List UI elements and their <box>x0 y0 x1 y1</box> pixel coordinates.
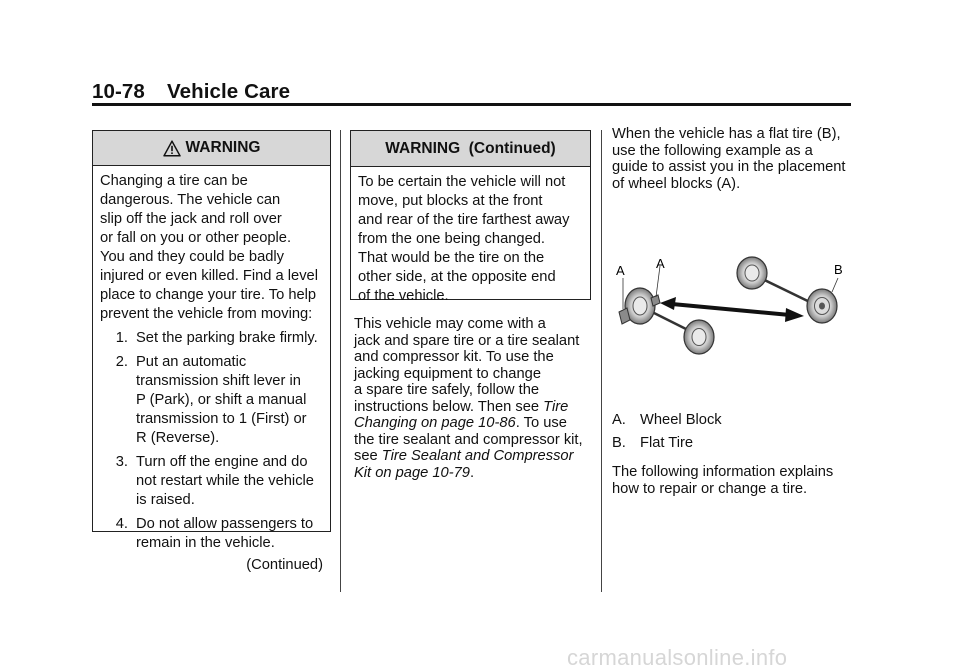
page-number: 10-78 <box>92 80 145 103</box>
text-line: how to repair or change a tire. <box>612 480 808 497</box>
text-line: a spare tire safely, follow the <box>354 382 540 398</box>
text-line: guide to assist you in the placement <box>612 159 846 175</box>
tire <box>737 257 767 289</box>
warning-line: move, put blocks at the front <box>358 193 543 209</box>
diagram-label-a: A <box>656 256 665 271</box>
text-line: When the vehicle has a flat tire (B), <box>612 126 841 142</box>
warning-line: from the one being changed. <box>358 231 545 247</box>
text-line: jack and spare tire or a tire sealant <box>354 332 580 349</box>
step-line: Do not allow passengers to <box>136 516 314 532</box>
list-item <box>100 329 330 348</box>
warning-box <box>92 130 331 573</box>
step-line: transmission to 1 (First) or <box>136 411 307 427</box>
list-item <box>100 353 330 448</box>
body-paragraph <box>354 316 594 481</box>
watermark: carmanualsonline.info <box>567 645 788 670</box>
warning-line: You and they could be badly <box>100 249 285 265</box>
list-item <box>100 453 330 510</box>
legend-item <box>612 431 722 454</box>
warning-line: dangerous. The vehicle can <box>100 192 281 208</box>
step-line: transmission shift lever in <box>136 373 301 389</box>
warning-line: other side, at the opposite end <box>358 269 556 285</box>
diagram-label-a: A <box>616 263 625 278</box>
cross-reference: Tire Sealant and Compressor <box>381 448 574 464</box>
diagram-legend <box>612 408 722 454</box>
intro-paragraph <box>612 126 857 192</box>
text-line: and compressor kit. To use the <box>354 349 554 365</box>
outro-paragraph <box>612 464 857 497</box>
text-line: The following information explains <box>612 464 834 480</box>
cross-reference: Tire <box>543 398 569 415</box>
cross-reference: Kit on page 10-79 <box>354 464 470 481</box>
step-line: R (Reverse). <box>136 430 220 446</box>
cross-reference: Changing on page 10-86 <box>354 415 516 431</box>
legend-text: Flat Tire <box>640 434 694 451</box>
step-line: Set the parking brake firmly. <box>136 330 318 346</box>
step-text <box>128 515 313 553</box>
step-number: 4. <box>115 516 128 532</box>
step-line: is raised. <box>136 492 195 508</box>
warning-body <box>351 167 590 306</box>
column-divider <box>340 130 341 592</box>
header-rule <box>92 103 851 106</box>
warning-box-continued <box>350 130 591 304</box>
warning-line: That would be the tire on the <box>358 250 545 266</box>
warning-line: prevent the vehicle from moving: <box>100 306 313 322</box>
continued-label: (Continued) <box>246 557 323 573</box>
warning-line: of the vehicle. <box>358 288 449 304</box>
step-number: 3. <box>115 454 128 470</box>
legend-key: B. <box>612 434 626 451</box>
warning-title: WARNING (Continued) <box>385 139 556 157</box>
text-line: see <box>354 448 382 464</box>
leader-line <box>832 278 838 292</box>
text-line: jacking equipment to change <box>354 365 541 382</box>
wheel-block-diagram <box>610 248 858 360</box>
page-header <box>92 80 290 104</box>
text-line: the tire sealant and compressor kit, <box>354 431 583 448</box>
step-number: 1. <box>115 330 128 346</box>
text-line: . <box>469 464 475 481</box>
column-divider <box>601 130 602 592</box>
step-line: remain in the vehicle. <box>136 535 275 551</box>
warning-steps <box>100 329 330 553</box>
step-line: Put an automatic <box>136 354 247 370</box>
legend-text: Wheel Block <box>640 411 722 428</box>
section-title: Vehicle Care <box>166 80 291 103</box>
double-arrow <box>660 297 804 322</box>
warning-line: Changing a tire can be <box>100 173 248 189</box>
warning-line: To be certain the vehicle will not <box>358 174 566 190</box>
list-item <box>100 515 330 553</box>
warning-header <box>93 131 330 166</box>
text-line: . To use <box>515 415 567 431</box>
step-line: P (Park), or shift a manual <box>136 392 307 408</box>
step-number: 2. <box>115 354 128 370</box>
text-line: of wheel blocks (A). <box>612 175 741 192</box>
step-text <box>128 353 307 448</box>
warning-line: injured or even killed. Find a level <box>100 268 318 284</box>
text-line: use the following example as a <box>612 142 813 159</box>
step-text <box>128 453 314 510</box>
legend-key: A. <box>612 411 626 428</box>
step-text <box>128 329 318 348</box>
step-line: Turn off the engine and do <box>136 454 308 470</box>
text-line: instructions below. Then see <box>354 398 544 415</box>
diagram-label-b: B <box>834 262 843 277</box>
warning-header <box>351 131 590 167</box>
warning-icon <box>163 140 181 157</box>
warning-line: slip off the jack and roll over <box>100 211 282 227</box>
text-line: This vehicle may come with a <box>354 316 546 332</box>
flat-tire <box>807 289 837 323</box>
warning-line: or fall on you or other people. <box>100 230 292 246</box>
warning-line: and rear of the tire farthest away <box>358 212 570 228</box>
legend-item <box>612 408 722 431</box>
warning-body <box>93 166 330 575</box>
warning-line: place to change your tire. To help <box>100 287 317 303</box>
warning-title: WARNING <box>185 139 261 156</box>
tire <box>684 320 714 354</box>
step-line: not restart while the vehicle <box>136 473 314 489</box>
